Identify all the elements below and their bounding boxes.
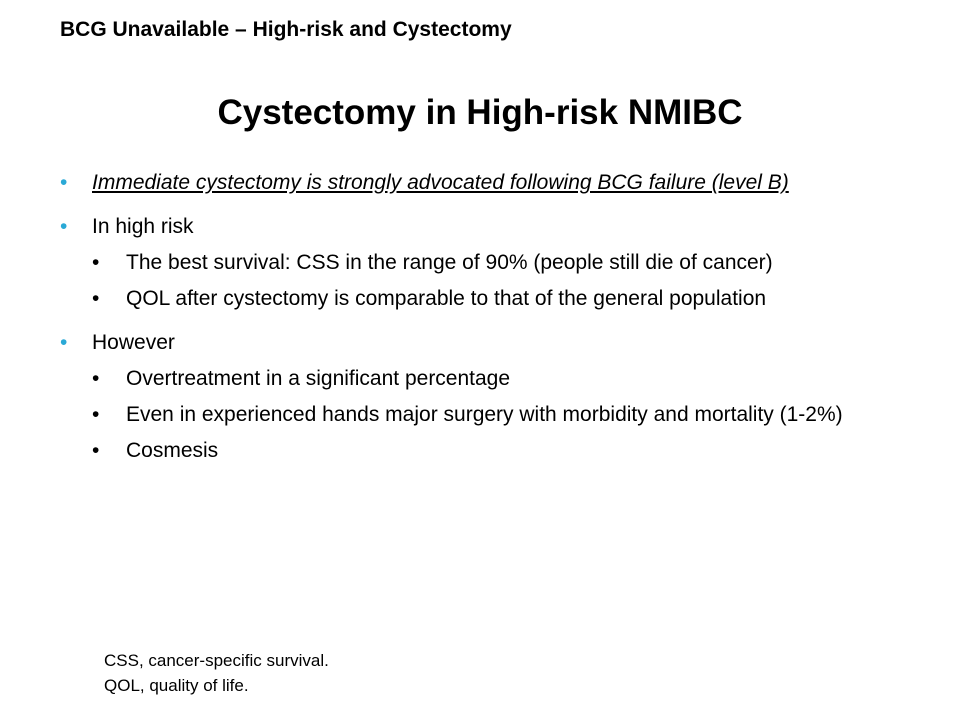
footnote-qol: QOL, quality of life. xyxy=(104,676,249,695)
bullet-marker: • xyxy=(60,215,68,238)
bullet-text: Immediate cystectomy is strongly advocated following BCG failure (level B) xyxy=(92,171,789,194)
sub-bullet-text: Even in experienced hands major surgery with morbidity and mortality (1-2%) xyxy=(126,403,843,426)
sub-bullet-marker: • xyxy=(92,439,100,462)
bullet-marker: • xyxy=(60,331,68,354)
footnotes xyxy=(104,648,329,698)
section-title: BCG Unavailable – High-risk and Cystectomy xyxy=(60,18,512,41)
bullet-group-however xyxy=(60,325,890,469)
sub-bullet-text: The best survival: CSS in the range of 90% (people still die of cancer) xyxy=(126,251,773,274)
bullet-item-cystectomy-advocated xyxy=(60,165,890,201)
sub-bullet-text: Overtreatment in a significant percentage xyxy=(126,367,511,390)
sub-bullet-marker: • xyxy=(92,403,100,426)
sub-bullet-text: Cosmesis xyxy=(126,439,219,462)
sub-bullet-text: QOL after cystectomy is comparable to that of the general population xyxy=(126,287,767,310)
sub-bullet-marker: • xyxy=(92,251,100,274)
bullet-item-however xyxy=(60,325,890,361)
bullet-item-high-risk xyxy=(60,209,890,245)
footnote-css: CSS, cancer-specific survival. xyxy=(104,651,329,670)
bullet-text: However xyxy=(92,331,175,354)
sub-bullet-item xyxy=(60,361,890,397)
slide-title: Cystectomy in High-risk NMIBC xyxy=(217,93,743,132)
bullet-marker: • xyxy=(60,171,68,194)
sub-bullet-marker: • xyxy=(92,367,100,390)
sub-bullet-item xyxy=(60,281,890,317)
sub-bullet-marker: • xyxy=(92,287,100,310)
sub-bullet-item xyxy=(60,245,890,281)
bullet-list xyxy=(60,165,890,477)
sub-bullet-item xyxy=(60,433,890,469)
bullet-group-high-risk xyxy=(60,209,890,317)
sub-bullet-item xyxy=(60,397,890,433)
bullet-text: In high risk xyxy=(92,215,194,238)
